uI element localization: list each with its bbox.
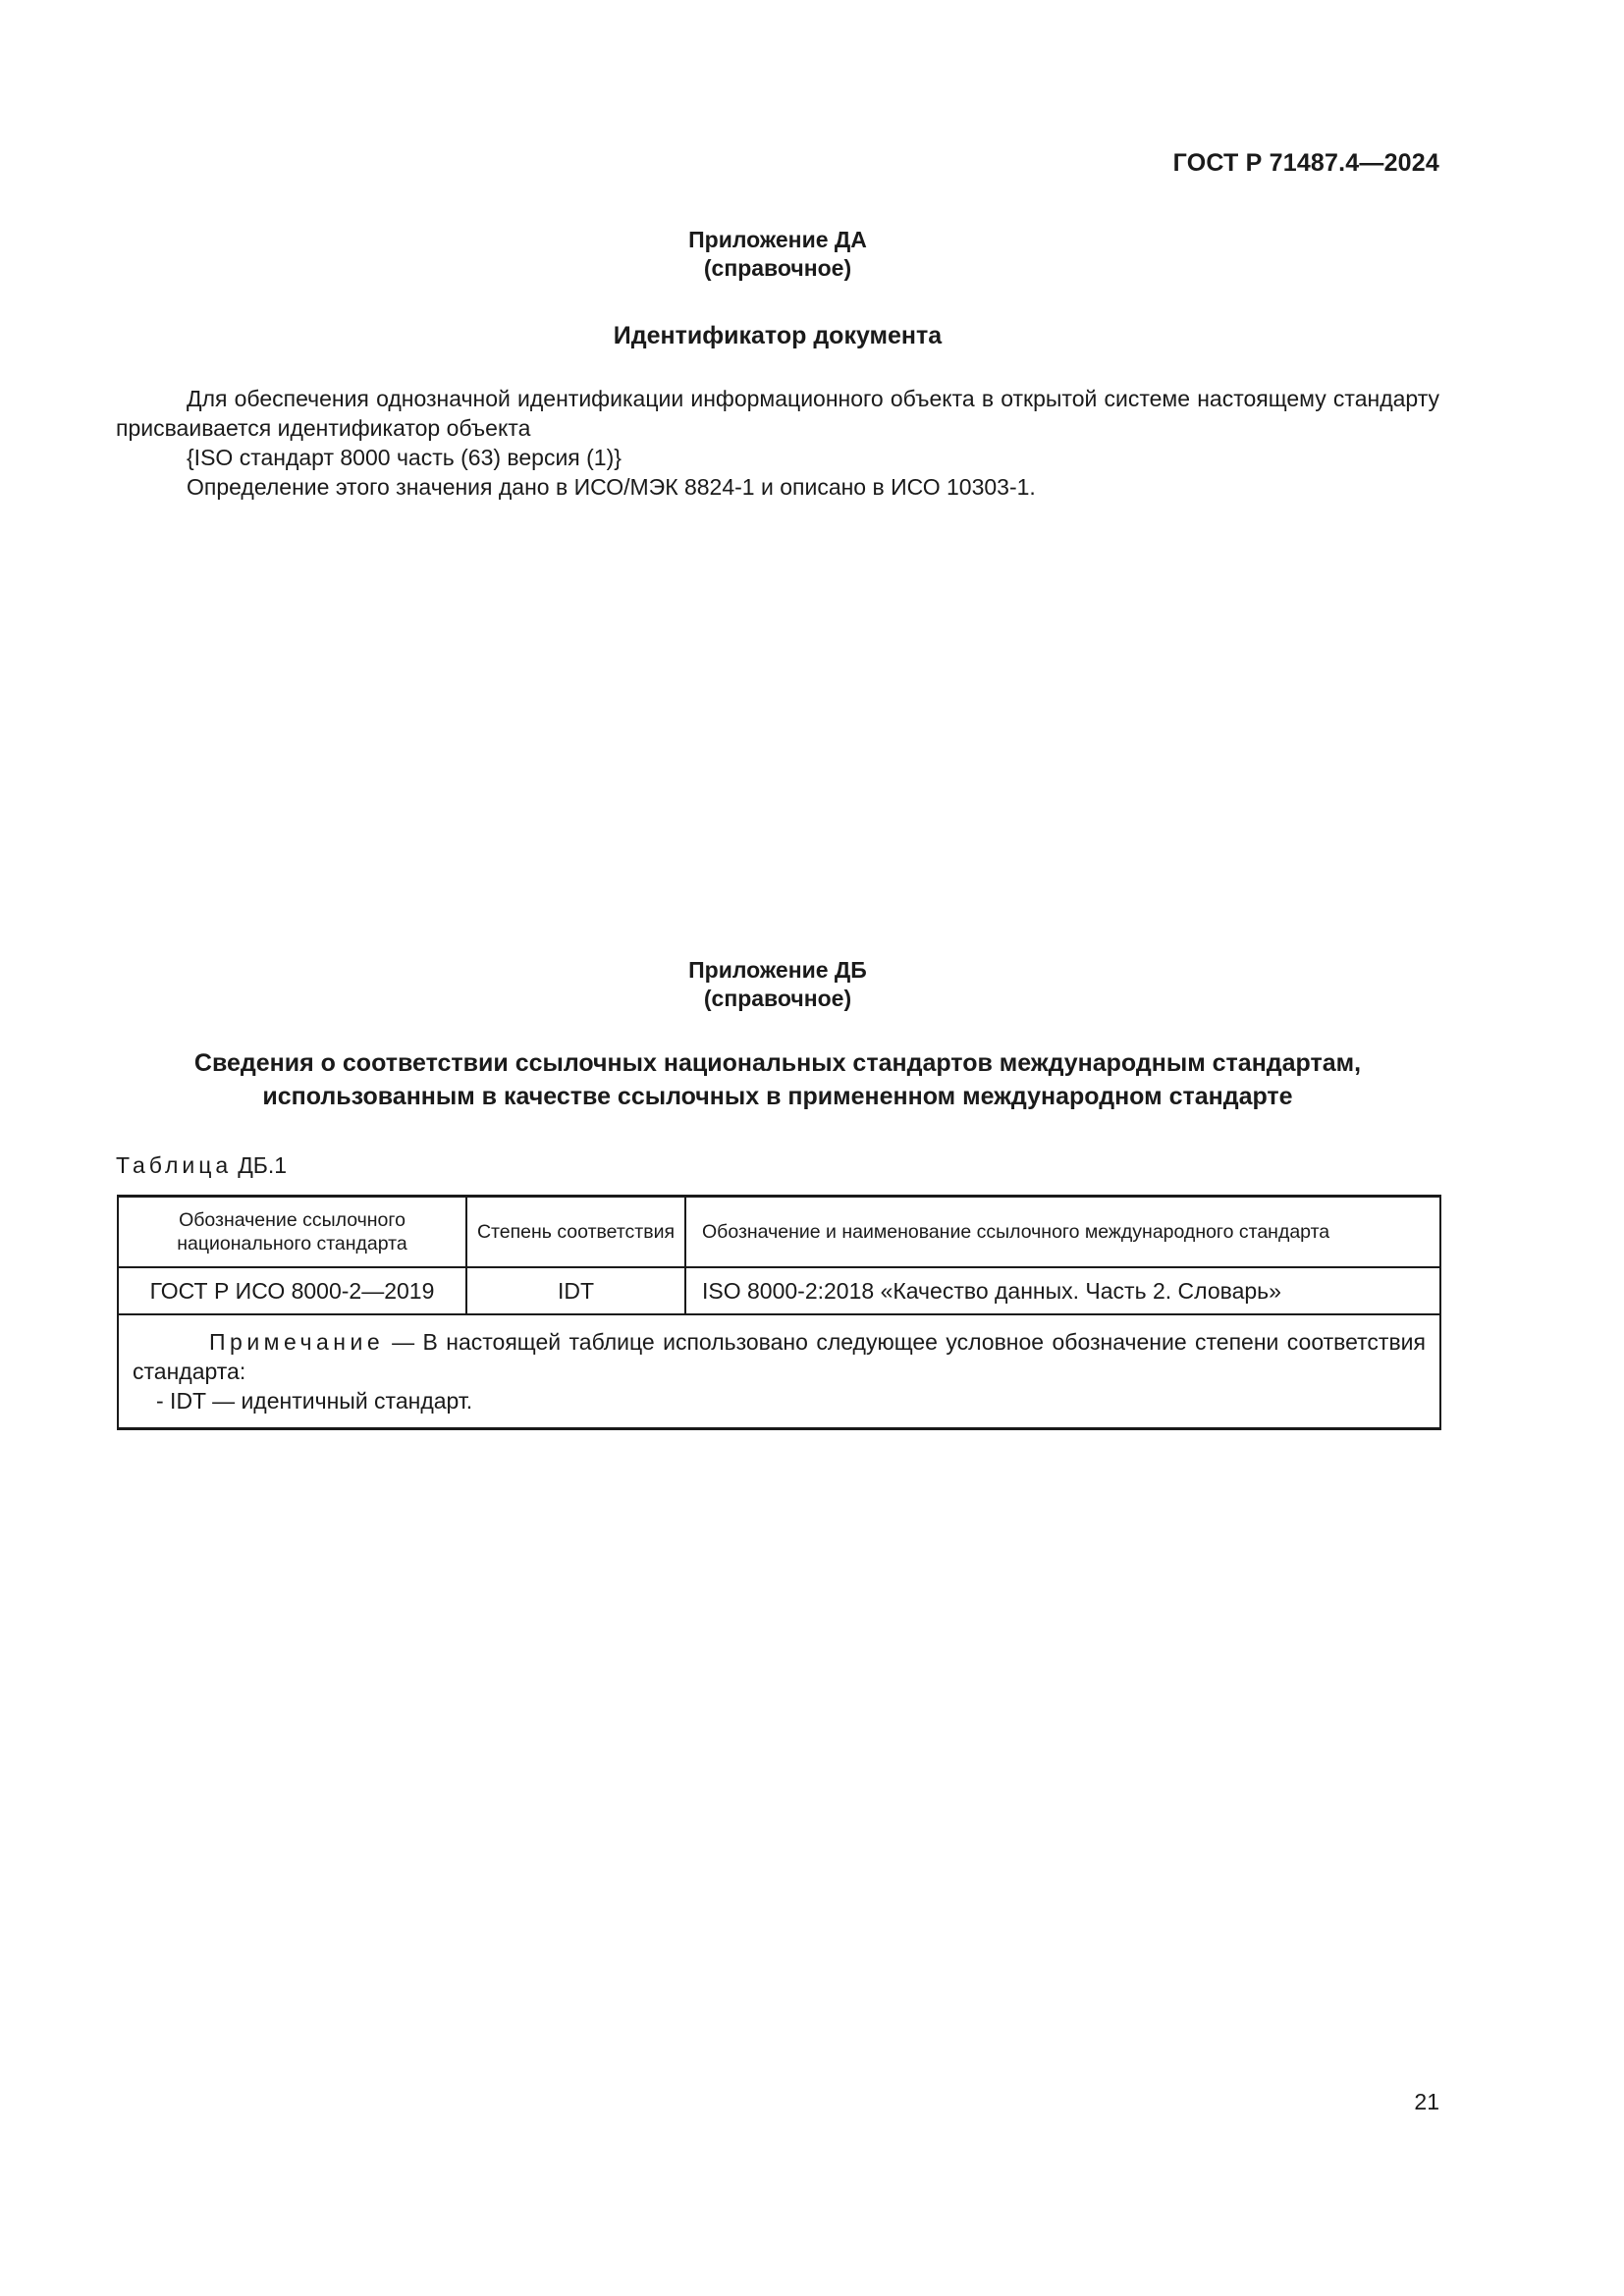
- annex-b-heading-line1: Сведения о соответствии ссылочных национальных стандартов международным стандартам,: [193, 1049, 1362, 1077]
- annex-a-heading: Идентификатор документа: [613, 322, 943, 349]
- table-caption-number: ДБ.1: [238, 1152, 288, 1178]
- table-caption-word: Таблица: [116, 1152, 233, 1178]
- identifier-definition: Определение этого значения дано в ИСО/МЭК 8824-1 и описано в ИСО 10303-1.: [187, 474, 1036, 500]
- table-header-row: [118, 1197, 1440, 1268]
- note-label: Примечание: [209, 1329, 385, 1355]
- note-list-item: - IDT — идентичный стандарт.: [156, 1388, 473, 1414]
- annex-b-title-text: Приложение ДБ: [688, 957, 867, 983]
- object-identifier: {ISO стандарт 8000 часть (63) версия (1)}: [187, 445, 622, 470]
- note-text: — В настоящей таблице использовано следующее условное обозначение степени соответствия стандарта:: [133, 1329, 1426, 1384]
- header-conformity-degree: Степень соответствия: [466, 1197, 685, 1268]
- annex-b-heading: [116, 1046, 1439, 1113]
- header-national-standard: Обозначение ссылочного национального стандарта: [118, 1197, 466, 1268]
- table-note-row: [118, 1314, 1440, 1429]
- document-code: ГОСТ Р 71487.4—2024: [1172, 149, 1439, 177]
- annex-b-title: [116, 956, 1439, 1013]
- cell-international-standard: ISO 8000-2:2018 «Качество данных. Часть 2. Словарь»: [685, 1267, 1440, 1314]
- annex-a-title: [116, 226, 1439, 283]
- cell-national-standard: ГОСТ Р ИСО 8000-2—2019: [118, 1267, 466, 1314]
- note-paragraph: [133, 1327, 1426, 1386]
- header-international-standard: Обозначение и наименование ссылочного международного стандарта: [685, 1197, 1440, 1268]
- annex-a-title-text: Приложение ДА: [688, 227, 867, 252]
- annex-a-paragraph: Для обеспечения однозначной идентификации информационного объекта в открытой системе настоящему стандарту присваивается идентификатор объекта: [116, 386, 1439, 441]
- table-note: [118, 1314, 1440, 1429]
- table-row: [118, 1267, 1440, 1314]
- table-caption: [116, 1152, 287, 1179]
- annex-a-subtitle: (справочное): [703, 255, 852, 281]
- cell-conformity-degree: IDT: [466, 1267, 685, 1314]
- annex-b-heading-line2: использованным в качестве ссылочных в примененном международном стандарте: [262, 1083, 1293, 1110]
- annex-b-subtitle: (справочное): [703, 986, 852, 1011]
- reference-standards-table: [117, 1195, 1441, 1430]
- page-number: 21: [1414, 2089, 1439, 2114]
